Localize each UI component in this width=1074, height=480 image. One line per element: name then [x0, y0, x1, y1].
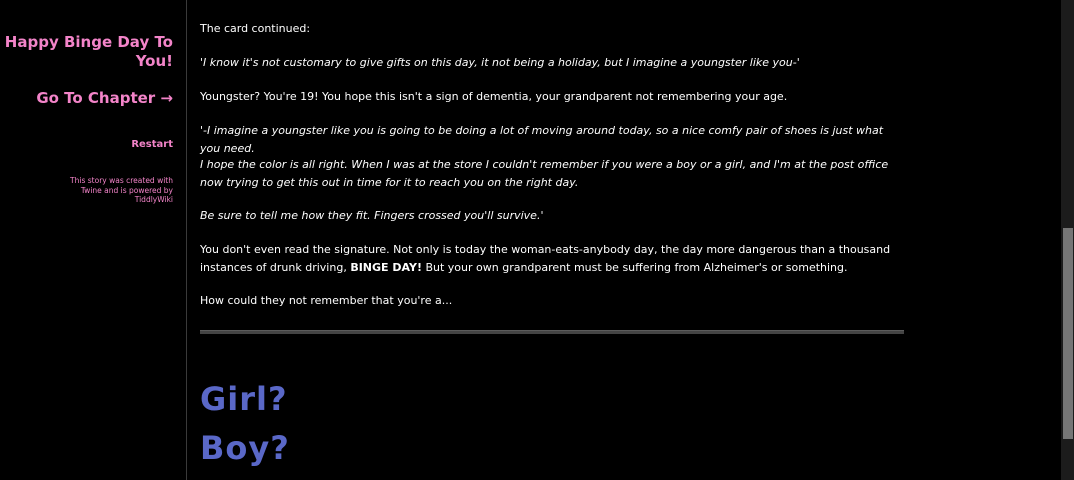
paragraph-quote: '-I imagine a youngster like you is going to be doing a lot of moving around today, so a nice comfy pair of shoes is just what you need.: [200, 124, 884, 155]
sidebar: [0, 0, 187, 480]
paragraph-text: You don't even read the signature. Not only is today the woman-eats-anybody day, the day more dangerous than a thousand instances of drunk driving,: [200, 243, 891, 274]
choice-girl-link[interactable]: Girl?: [200, 380, 288, 418]
scrollbar[interactable]: [1061, 0, 1074, 480]
paragraph-text: But your own grandparent must be suffering from Alzheimer's or something.: [421, 261, 848, 274]
paragraph-quote: Be sure to tell me how they fit. Fingers crossed you'll survive.': [200, 209, 544, 222]
scrollbar-thumb[interactable]: [1063, 228, 1073, 439]
paragraph-quote: 'I know it's not customary to give gifts on this day, it not being a holiday, but I imagine a youngster like you-': [200, 56, 800, 69]
divider: [200, 330, 904, 334]
binge-day-emphasis: BINGE DAY!: [350, 261, 422, 274]
paragraph: The card continued:: [200, 22, 311, 35]
paragraph: How could they not remember that you're a...: [200, 294, 453, 307]
paragraph-quote: I hope the color is all right. When I was at the store I couldn't remember if you were a boy or a girl, and I'm at the post office now trying to get this out in time for it to reach you on the right day.: [200, 158, 889, 189]
go-to-chapter-link[interactable]: Go To Chapter →: [36, 89, 173, 107]
story-title: Happy Binge Day To You!: [4, 33, 173, 70]
restart-link[interactable]: Restart: [131, 139, 173, 150]
paragraph: Youngster? You're 19! You hope this isn't a sign of dementia, your grandparent not remembering your age.: [200, 90, 788, 103]
choice-boy-link[interactable]: Boy?: [200, 429, 290, 467]
paragraph: [200, 241, 905, 277]
credits-text: This story was created with Twine and is powered by TiddlyWiki: [70, 176, 173, 204]
